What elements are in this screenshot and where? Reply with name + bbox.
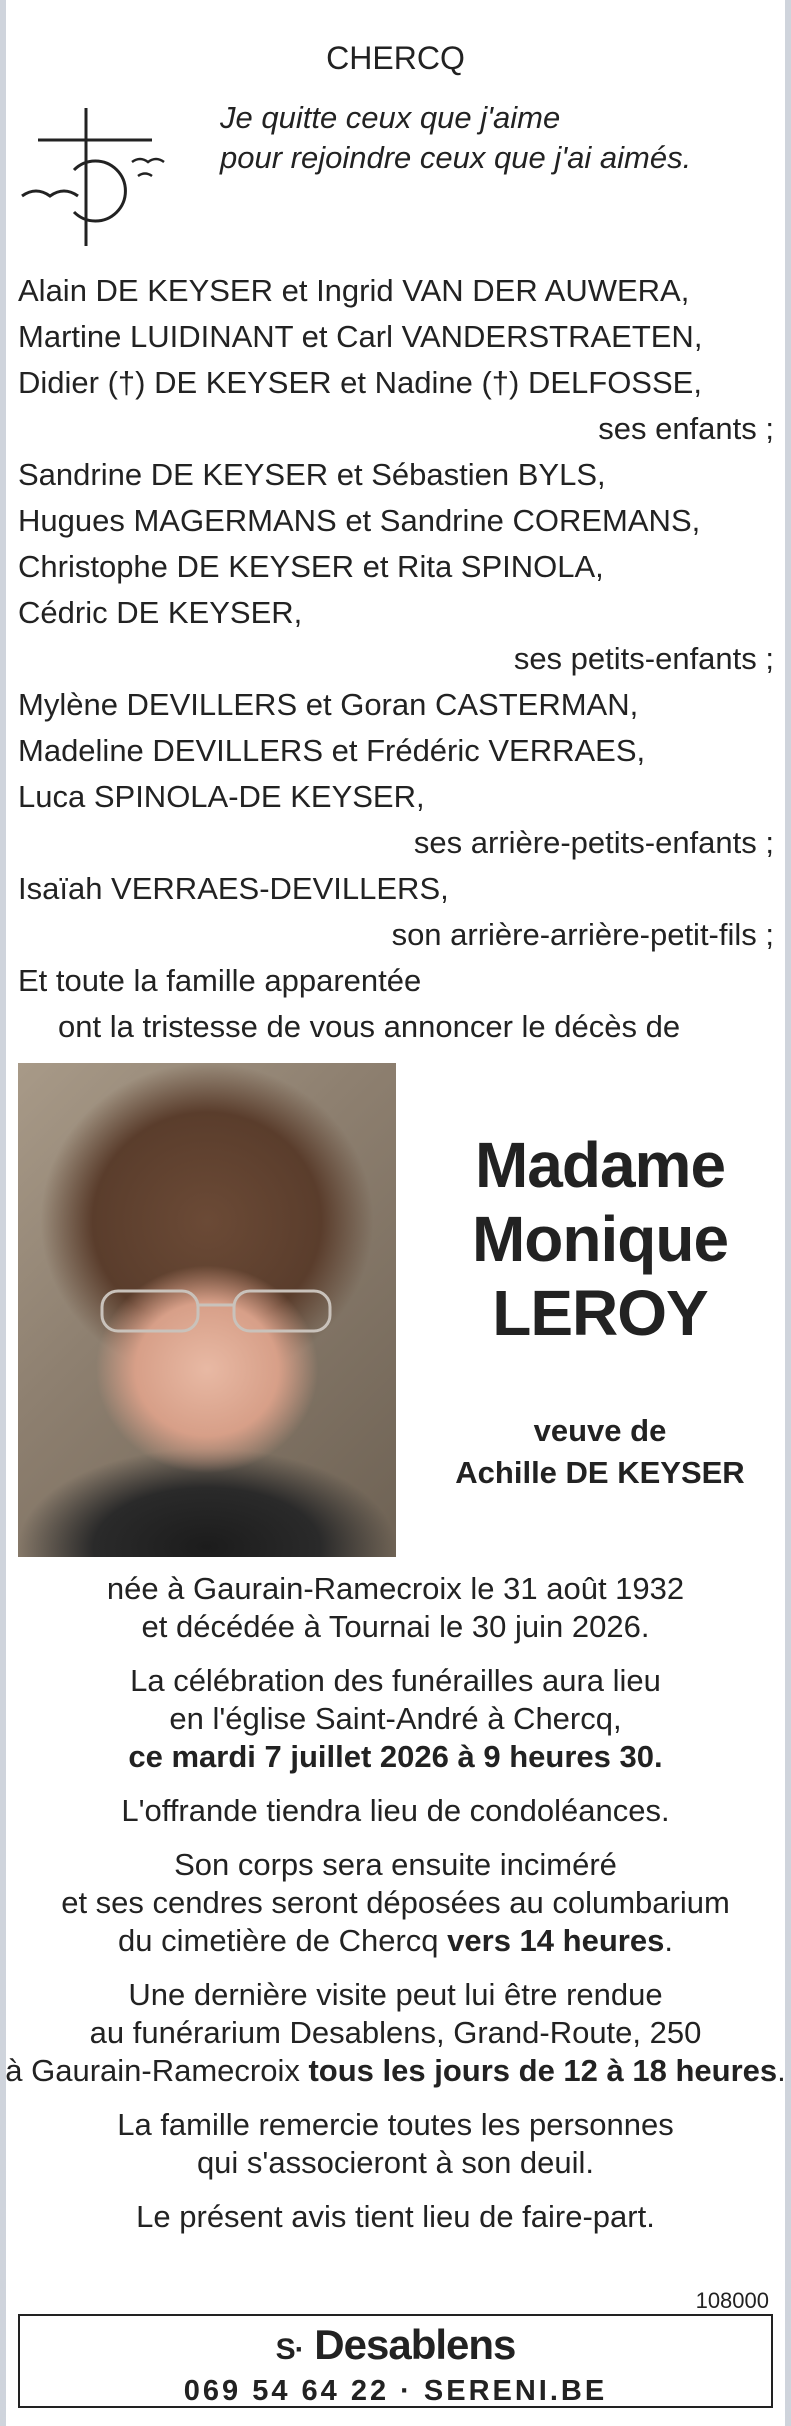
ceremony-place: en l'église Saint-André à Chercq, bbox=[169, 1701, 622, 1736]
offering-note: L'offrande tiendra lieu de condoléances. bbox=[121, 1793, 670, 1828]
glasses-shape bbox=[96, 1281, 336, 1341]
thanks-line: qui s'associeront à son deuil. bbox=[196, 2145, 595, 2180]
widow-of bbox=[410, 1410, 790, 1494]
visit-hours: tous les jours de 12 à 18 heures bbox=[308, 2053, 778, 2088]
family-member-line: Cédric DE KEYSER, bbox=[18, 595, 303, 630]
visit-info bbox=[0, 1976, 791, 2090]
funeral-home-footer bbox=[18, 2314, 773, 2408]
portrait-photo bbox=[18, 1063, 396, 1557]
birth-line: née à Gaurain-Ramecroix le 31 août 1932 bbox=[106, 1571, 685, 1606]
town-name: CHERCQ bbox=[326, 40, 465, 76]
deceased-first-name: Monique bbox=[471, 1203, 729, 1275]
relationship-label: ses petits-enfants ; bbox=[513, 641, 774, 676]
family-member-line: Mylène DEVILLERS et Goran CASTERMAN, bbox=[18, 687, 639, 722]
cremation-line: Son corps sera ensuite inciméré bbox=[174, 1847, 617, 1882]
announcement-details bbox=[0, 1570, 791, 2252]
birth-death-info bbox=[0, 1570, 791, 1646]
ceremony-info bbox=[0, 1662, 791, 1776]
visit-line: au funérarium Desablens, Grand-Route, 250 bbox=[89, 2015, 702, 2050]
reference-number: 108000 bbox=[695, 2288, 769, 2313]
family-member-line: ont la tristesse de vous annoncer le décès de bbox=[58, 1009, 681, 1044]
family-member-line: Martine LUIDINANT et Carl VANDERSTRAETEN, bbox=[18, 319, 703, 354]
faire-part-notice: Le présent avis tient lieu de faire-part. bbox=[136, 2199, 655, 2234]
ceremony-line: La célébration des funérailles aura lieu bbox=[130, 1663, 661, 1698]
epitaph-quote bbox=[220, 98, 691, 178]
cremation-info bbox=[0, 1846, 791, 1960]
brand-logo bbox=[20, 2322, 771, 2373]
family-member-line: Didier (†) DE KEYSER et Nadine (†) DELFOSSE, bbox=[18, 365, 702, 400]
relationship-label: ses enfants ; bbox=[598, 411, 774, 446]
deceased-name bbox=[410, 1128, 790, 1350]
relationship-label: son arrière-arrière-petit-fils ; bbox=[391, 917, 774, 952]
family-list bbox=[18, 268, 774, 1050]
cremation-time: vers 14 heures bbox=[447, 1923, 665, 1958]
brand-name: Desablens bbox=[314, 2321, 516, 2368]
punctuation: . bbox=[664, 1923, 673, 1958]
punctuation: . bbox=[777, 2053, 786, 2088]
family-member-line: Et toute la famille apparentée bbox=[18, 963, 422, 998]
quote-line: pour rejoindre ceux que j'ai aimés. bbox=[220, 140, 692, 175]
family-member-line: Madeline DEVILLERS et Frédéric VERRAES, bbox=[18, 733, 646, 768]
family-member-line: Isaïah VERRAES-DEVILLERS, bbox=[18, 871, 449, 906]
family-member-line: Sandrine DE KEYSER et Sébastien BYLS, bbox=[18, 457, 606, 492]
family-member-line: Hugues MAGERMANS et Sandrine COREMANS, bbox=[18, 503, 701, 538]
widow-label: veuve de bbox=[533, 1413, 667, 1448]
family-member-line: Luca SPINOLA-DE KEYSER, bbox=[18, 779, 425, 814]
thanks-line: La famille remercie toutes les personnes bbox=[117, 2107, 674, 2142]
deceased-last-name: LEROY bbox=[492, 1277, 708, 1349]
visit-line: à Gaurain-Ramecroix bbox=[5, 2053, 309, 2088]
cremation-line: du cimetière de Chercq bbox=[118, 1923, 448, 1958]
spouse-name: Achille DE KEYSER bbox=[455, 1455, 745, 1490]
visit-line: Une dernière visite peut lui être rendue bbox=[128, 1977, 663, 2012]
ceremony-date: ce mardi 7 juillet 2026 à 9 heures 30. bbox=[128, 1739, 663, 1774]
family-member-line: Christophe DE KEYSER et Rita SPINOLA, bbox=[18, 549, 604, 584]
deceased-title: Madame bbox=[474, 1129, 726, 1201]
cremation-line: et ses cendres seront déposées au columbarium bbox=[61, 1885, 730, 1920]
relationship-label: ses arrière-petits-enfants ; bbox=[413, 825, 774, 860]
death-line: et décédée à Tournai le 30 juin 2026. bbox=[141, 1609, 650, 1644]
quote-line: Je quitte ceux que j'aime bbox=[220, 100, 561, 135]
cross-seagull-icon bbox=[14, 100, 174, 250]
brand-mark: S· bbox=[275, 2333, 304, 2366]
thanks-note bbox=[0, 2106, 791, 2182]
contact-info: 069 54 64 22 · SERENI.BE bbox=[183, 2375, 608, 2407]
family-member-line: Alain DE KEYSER et Ingrid VAN DER AUWERA, bbox=[18, 273, 690, 308]
